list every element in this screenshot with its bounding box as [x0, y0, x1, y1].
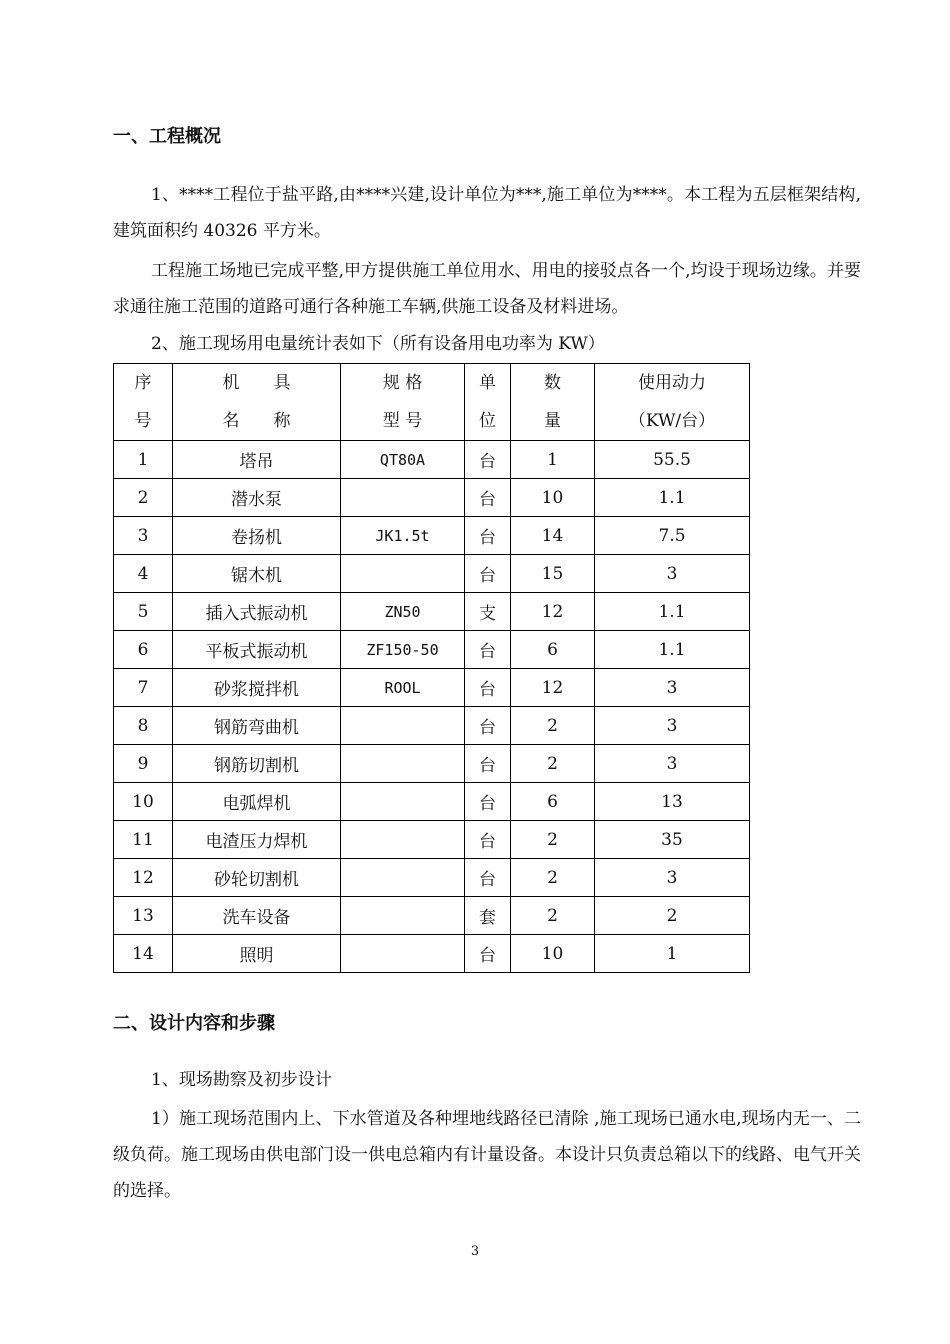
table-cell: 台: [465, 821, 511, 859]
table-cell: 1.1: [595, 593, 750, 631]
table-cell: [341, 555, 465, 593]
table-cell: 2: [511, 859, 595, 897]
table-cell: 1: [114, 441, 173, 479]
table-cell: 插入式振动机: [173, 593, 341, 631]
table-row: [114, 707, 750, 745]
table-cell: 10: [114, 783, 173, 821]
table-cell: 2: [114, 479, 173, 517]
table-cell: [341, 859, 465, 897]
table-cell: 13: [114, 897, 173, 935]
table-cell: 10: [511, 479, 595, 517]
table-cell: 塔吊: [173, 441, 341, 479]
power-usage-table: [113, 363, 750, 973]
table-cell: 6: [114, 631, 173, 669]
table-cell: 1: [595, 935, 750, 973]
header-line-1: 单: [479, 373, 496, 393]
table-cell: 钢筋切割机: [173, 745, 341, 783]
table-cell: 14: [511, 517, 595, 555]
table-cell: 台: [465, 859, 511, 897]
table-cell: 2: [511, 745, 595, 783]
table-header-cell: [465, 364, 511, 441]
header-line-2: （KW/台）: [628, 411, 716, 431]
header-line-1: 使用动力: [638, 373, 706, 393]
table-cell: [341, 935, 465, 973]
table-header-row: [114, 364, 750, 441]
table-cell: 6: [511, 783, 595, 821]
table-row: [114, 897, 750, 935]
table-cell: 钢筋弯曲机: [173, 707, 341, 745]
table-cell: QT80A: [341, 441, 465, 479]
table-cell: 套: [465, 897, 511, 935]
table-cell: 3: [595, 555, 750, 593]
table-cell: 35: [595, 821, 750, 859]
table-row: [114, 669, 750, 707]
table-cell: 2: [511, 707, 595, 745]
table-cell: 台: [465, 745, 511, 783]
table-cell: 9: [114, 745, 173, 783]
table-cell: 台: [465, 631, 511, 669]
table-cell: 台: [465, 783, 511, 821]
table-cell: 55.5: [595, 441, 750, 479]
table-cell: 3: [595, 745, 750, 783]
header-line-2: 量: [544, 411, 561, 431]
table-cell: 台: [465, 669, 511, 707]
table-cell: 台: [465, 479, 511, 517]
table-cell: 2: [511, 897, 595, 935]
table-cell: 11: [114, 821, 173, 859]
section-heading-design: 二、设计内容和步骤: [113, 1013, 275, 1034]
header-line-1: 序: [134, 373, 152, 393]
header-line-1: 机 具: [222, 373, 291, 393]
header-line-1: 规 格: [382, 373, 423, 393]
table-cell: 台: [465, 517, 511, 555]
table-cell: 2: [595, 897, 750, 935]
table-cell: 砂浆搅拌机: [173, 669, 341, 707]
table-cell: 12: [511, 669, 595, 707]
table-cell: [341, 707, 465, 745]
table-cell: 10: [511, 935, 595, 973]
table-cell: 台: [465, 441, 511, 479]
table-row: [114, 783, 750, 821]
table-row: [114, 555, 750, 593]
table-cell: 5: [114, 593, 173, 631]
header-line-2: 名 称: [222, 411, 291, 431]
table-cell: [341, 745, 465, 783]
header-line-1: 数: [544, 373, 561, 393]
header-line-2: 号: [134, 411, 152, 431]
table-cell: 砂轮切割机: [173, 859, 341, 897]
paragraph-project-info: 1、****工程位于盐平路,由****兴建,设计单位为***,施工单位为****。本工程为五层框架结构,建筑面积约 40326 平方米。: [113, 185, 861, 241]
table-cell: 3: [595, 669, 750, 707]
table-cell: 洗车设备: [173, 897, 341, 935]
table-cell: 12: [114, 859, 173, 897]
table-header-cell: [595, 364, 750, 441]
table-cell: 平板式振动机: [173, 631, 341, 669]
table-cell: 台: [465, 555, 511, 593]
table-cell: [341, 897, 465, 935]
table-cell: 7: [114, 669, 173, 707]
table-cell: 4: [114, 555, 173, 593]
table-cell: 13: [595, 783, 750, 821]
table-cell: [341, 783, 465, 821]
table-cell: 8: [114, 707, 173, 745]
subheading-site-survey: 1、现场勘察及初步设计: [151, 1070, 332, 1090]
table-cell: JK1.5t: [341, 517, 465, 555]
table-cell: ROOL: [341, 669, 465, 707]
table-cell: 潜水泵: [173, 479, 341, 517]
table-cell: [341, 479, 465, 517]
table-row: [114, 593, 750, 631]
table-row: [114, 935, 750, 973]
page-number: 3: [470, 1244, 480, 1259]
table-cell: 3: [595, 859, 750, 897]
table-cell: 电弧焊机: [173, 783, 341, 821]
table-row: [114, 479, 750, 517]
table-cell: [341, 821, 465, 859]
table-header-cell: [511, 364, 595, 441]
table-row: [114, 821, 750, 859]
table-cell: 3: [595, 707, 750, 745]
table-cell: 电渣压力焊机: [173, 821, 341, 859]
section-heading-overview: 一、工程概况: [113, 126, 221, 147]
table-cell: ZN50: [341, 593, 465, 631]
table-row: [114, 441, 750, 479]
table-caption: 2、施工现场用电量统计表如下（所有设备用电功率为 KW）: [151, 334, 605, 354]
table-cell: 台: [465, 935, 511, 973]
table-cell: 1.1: [595, 631, 750, 669]
paragraph-site-survey: 1）施工现场范围内上、下水管道及各种埋地线路径已清除 ,施工现场已通水电,现场内无一、二级负荷。施工现场由供电部门设一供电总箱内有计量设备。本设计只负责总箱以下的线路、电气开关的选择。: [113, 1109, 861, 1201]
table-cell: 锯木机: [173, 555, 341, 593]
table-header-cell: [173, 364, 341, 441]
table-row: [114, 631, 750, 669]
table-row: [114, 517, 750, 555]
table-row: [114, 859, 750, 897]
table-cell: 6: [511, 631, 595, 669]
table-cell: 12: [511, 593, 595, 631]
table-cell: 2: [511, 821, 595, 859]
header-line-2: 型 号: [382, 411, 423, 431]
table-cell: 14: [114, 935, 173, 973]
header-line-2: 位: [479, 411, 496, 431]
table-cell: 照明: [173, 935, 341, 973]
table-cell: 卷扬机: [173, 517, 341, 555]
table-cell: 台: [465, 707, 511, 745]
paragraph-site-conditions: 工程施工场地已完成平整,甲方提供施工单位用水、用电的接驳点各一个,均设于现场边缘。并要求通往施工范围的道路可通行各种施工车辆,供施工设备及材料进场。: [113, 261, 861, 317]
table-cell: 支: [465, 593, 511, 631]
table-cell: ZF150-50: [341, 631, 465, 669]
table-header-cell: [114, 364, 173, 441]
table-cell: 15: [511, 555, 595, 593]
table-cell: 7.5: [595, 517, 750, 555]
table-header-cell: [341, 364, 465, 441]
table-cell: 3: [114, 517, 173, 555]
table-cell: 1.1: [595, 479, 750, 517]
table-row: [114, 745, 750, 783]
table-cell: 1: [511, 441, 595, 479]
